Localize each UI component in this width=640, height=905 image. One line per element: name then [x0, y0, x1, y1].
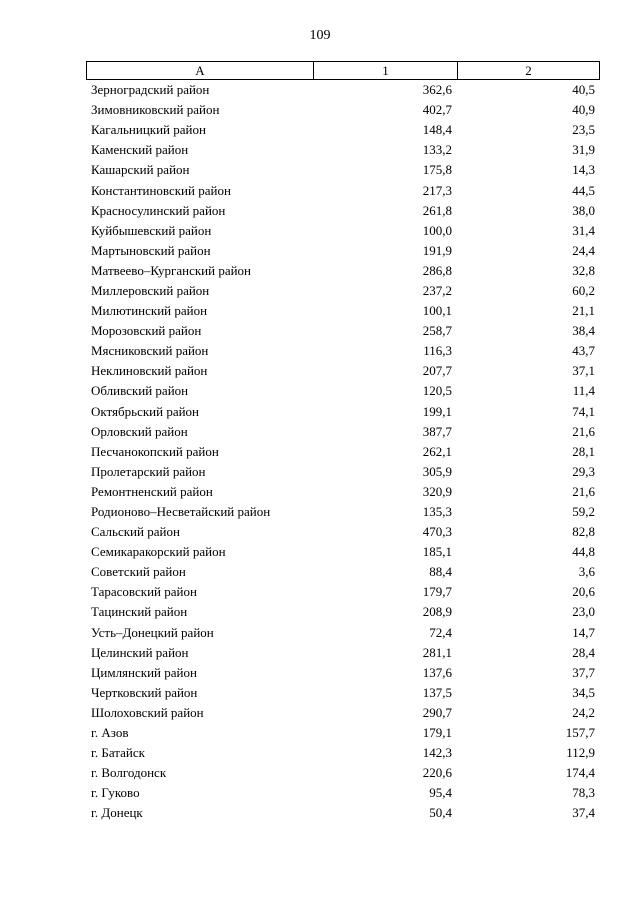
- row-value-2-cell: 31,9: [572, 142, 595, 158]
- row-value-1-cell: 262,1: [422, 443, 452, 459]
- row-value-2-cell: 34,5: [572, 684, 595, 700]
- table-row: [86, 381, 600, 401]
- row-value-1-cell: 133,2: [422, 142, 452, 158]
- row-name-cell: Чертковский район: [91, 684, 198, 700]
- row-value-1-cell: 286,8: [422, 262, 452, 278]
- table-row: [86, 683, 600, 703]
- row-value-2-cell: 38,4: [572, 323, 595, 339]
- row-value-1-cell: 191,9: [422, 242, 452, 258]
- row-name-cell: Пролетарский район: [91, 463, 206, 479]
- table-row: [86, 201, 600, 221]
- data-table: [86, 61, 600, 823]
- row-value-1-cell: 185,1: [422, 544, 452, 560]
- row-value-1-cell: 220,6: [422, 765, 452, 781]
- row-name-cell: Орловский район: [91, 423, 188, 439]
- row-value-1-cell: 135,3: [422, 504, 452, 520]
- table-row: [86, 703, 600, 723]
- row-value-2-cell: 23,5: [572, 122, 595, 138]
- row-value-1-cell: 305,9: [422, 463, 452, 479]
- table-row: [86, 140, 600, 160]
- row-value-2-cell: 28,4: [572, 644, 595, 660]
- row-value-2-cell: 37,1: [572, 363, 595, 379]
- row-name-cell: Каменский район: [91, 142, 189, 158]
- row-value-1-cell: 402,7: [422, 102, 452, 118]
- row-value-1-cell: 199,1: [422, 403, 452, 419]
- row-value-1-cell: 258,7: [422, 323, 452, 339]
- table-row: [86, 783, 600, 803]
- table-row: [86, 301, 600, 321]
- row-name-cell: Ремонтненский район: [91, 483, 213, 499]
- table-row: [86, 442, 600, 462]
- row-value-2-cell: 37,4: [572, 805, 595, 821]
- row-value-1-cell: 50,4: [429, 805, 452, 821]
- row-value-1-cell: 208,9: [422, 604, 452, 620]
- row-value-2-cell: 3,6: [578, 564, 595, 580]
- row-value-2-cell: 157,7: [565, 725, 595, 741]
- row-name-cell: Константиновский район: [91, 182, 231, 198]
- row-value-1-cell: 100,0: [422, 222, 452, 238]
- row-value-2-cell: 20,6: [572, 584, 595, 600]
- row-value-2-cell: 44,8: [572, 544, 595, 560]
- row-value-2-cell: 11,4: [572, 383, 595, 399]
- row-name-cell: Кашарский район: [91, 162, 190, 178]
- row-name-cell: Советский район: [91, 564, 186, 580]
- row-value-1-cell: 362,6: [422, 82, 452, 98]
- row-value-1-cell: 116,3: [423, 343, 452, 359]
- table-row: [86, 623, 600, 643]
- row-value-2-cell: 32,8: [572, 262, 595, 278]
- table-row: [86, 663, 600, 683]
- table-row: [86, 402, 600, 422]
- row-value-1-cell: 281,1: [422, 644, 452, 660]
- row-name-cell: Целинский район: [91, 644, 189, 660]
- row-name-cell: Зерноградский район: [91, 82, 210, 98]
- row-value-1-cell: 179,7: [422, 584, 452, 600]
- row-value-2-cell: 40,9: [572, 102, 595, 118]
- row-name-cell: Семикаракорский район: [91, 544, 226, 560]
- row-name-cell: Усть–Донецкий район: [91, 624, 214, 640]
- row-name-cell: г. Азов: [91, 725, 129, 741]
- row-value-2-cell: 74,1: [572, 403, 595, 419]
- table-row: [86, 361, 600, 381]
- row-name-cell: Мартыновский район: [91, 242, 211, 258]
- page-number: 109: [309, 28, 331, 43]
- row-name-cell: Неклиновский район: [91, 363, 208, 379]
- row-value-1-cell: 88,4: [429, 564, 452, 580]
- row-value-1-cell: 175,8: [422, 162, 452, 178]
- table-row: [86, 100, 600, 120]
- table-row: [86, 542, 600, 562]
- row-value-1-cell: 148,4: [422, 122, 452, 138]
- row-value-1-cell: 100,1: [422, 303, 452, 319]
- row-name-cell: Зимовниковский район: [91, 102, 220, 118]
- row-name-cell: Родионово–Несветайский район: [91, 504, 271, 520]
- table-row: [86, 341, 600, 361]
- row-value-1-cell: 387,7: [422, 423, 452, 439]
- table-row: [86, 723, 600, 743]
- row-value-1-cell: 237,2: [422, 282, 452, 298]
- row-name-cell: Милютинский район: [91, 303, 208, 319]
- table-row: [86, 482, 600, 502]
- column-header-1: 1: [314, 62, 458, 79]
- table-row: [86, 80, 600, 100]
- row-value-1-cell: 320,9: [422, 483, 452, 499]
- table-row: [86, 562, 600, 582]
- row-value-1-cell: 142,3: [422, 745, 452, 761]
- row-value-1-cell: 470,3: [422, 524, 452, 540]
- row-value-2-cell: 44,5: [572, 182, 595, 198]
- row-value-2-cell: 38,0: [572, 202, 595, 218]
- table-header: [86, 61, 600, 80]
- table-row: [86, 281, 600, 301]
- row-name-cell: г. Донецк: [91, 805, 143, 821]
- row-value-2-cell: 21,1: [572, 303, 595, 319]
- row-name-cell: Красносулинский район: [91, 202, 226, 218]
- row-value-1-cell: 207,7: [422, 363, 452, 379]
- row-value-1-cell: 261,8: [422, 202, 452, 218]
- row-name-cell: Октябрьский район: [91, 403, 199, 419]
- row-name-cell: Обливский район: [91, 383, 189, 399]
- table-row: [86, 522, 600, 542]
- row-value-2-cell: 14,3: [572, 162, 595, 178]
- row-name-cell: г. Волгодонск: [91, 765, 167, 781]
- row-value-2-cell: 21,6: [572, 423, 595, 439]
- row-name-cell: г. Батайск: [91, 745, 145, 761]
- row-value-1-cell: 137,5: [422, 684, 452, 700]
- row-value-2-cell: 112,9: [566, 745, 595, 761]
- row-value-1-cell: 120,5: [422, 383, 452, 399]
- row-value-2-cell: 31,4: [572, 222, 595, 238]
- row-value-2-cell: 23,0: [572, 604, 595, 620]
- row-value-1-cell: 217,3: [422, 182, 452, 198]
- row-name-cell: Матвеево–Курганский район: [91, 262, 252, 278]
- table-row: [86, 321, 600, 341]
- row-name-cell: Куйбышевский район: [91, 222, 212, 238]
- table-row: [86, 422, 600, 442]
- row-value-1-cell: 137,6: [422, 664, 452, 680]
- column-header-2: 2: [525, 63, 532, 78]
- table-row: [86, 462, 600, 482]
- table-row: [86, 120, 600, 140]
- row-value-2-cell: 28,1: [572, 443, 595, 459]
- table-row: [86, 803, 600, 823]
- row-name-cell: г. Гуково: [91, 785, 140, 801]
- row-name-cell: Сальский район: [91, 524, 180, 540]
- column-header-a: А: [87, 62, 314, 79]
- table-body: [86, 80, 600, 823]
- row-value-2-cell: 78,3: [572, 785, 595, 801]
- row-name-cell: Тарасовский район: [91, 584, 197, 600]
- table-row: [86, 261, 600, 281]
- table-row: [86, 582, 600, 602]
- row-name-cell: Кагальницкий район: [91, 122, 206, 138]
- row-value-2-cell: 37,7: [572, 664, 595, 680]
- row-value-2-cell: 14,7: [572, 624, 595, 640]
- table-row: [86, 221, 600, 241]
- row-name-cell: Песчанокопский район: [91, 443, 219, 459]
- table-row: [86, 602, 600, 622]
- row-value-2-cell: 29,3: [572, 463, 595, 479]
- row-value-1-cell: 72,4: [429, 624, 452, 640]
- table-row: [86, 160, 600, 180]
- table-row: [86, 763, 600, 783]
- table-row: [86, 241, 600, 261]
- row-value-1-cell: 290,7: [422, 704, 452, 720]
- row-value-1-cell: 179,1: [422, 725, 452, 741]
- row-name-cell: Мясниковский район: [91, 343, 209, 359]
- row-value-2-cell: 59,2: [572, 504, 595, 520]
- row-name-cell: Миллеровский район: [91, 282, 210, 298]
- row-name-cell: Тацинский район: [91, 604, 188, 620]
- row-value-2-cell: 24,4: [572, 242, 595, 258]
- row-value-2-cell: 24,2: [572, 704, 595, 720]
- row-value-2-cell: 43,7: [572, 343, 595, 359]
- row-value-2-cell: 21,6: [572, 483, 595, 499]
- table-row: [86, 743, 600, 763]
- table-row: [86, 643, 600, 663]
- row-value-2-cell: 174,4: [565, 765, 595, 781]
- table-row: [86, 180, 600, 200]
- row-name-cell: Морозовский район: [91, 323, 202, 339]
- row-value-2-cell: 40,5: [572, 82, 595, 98]
- row-name-cell: Шолоховский район: [91, 704, 204, 720]
- row-value-2-cell: 60,2: [572, 282, 595, 298]
- table-row: [86, 502, 600, 522]
- row-value-2-cell: 82,8: [572, 524, 595, 540]
- row-value-1-cell: 95,4: [429, 785, 452, 801]
- row-name-cell: Цимлянский район: [91, 664, 197, 680]
